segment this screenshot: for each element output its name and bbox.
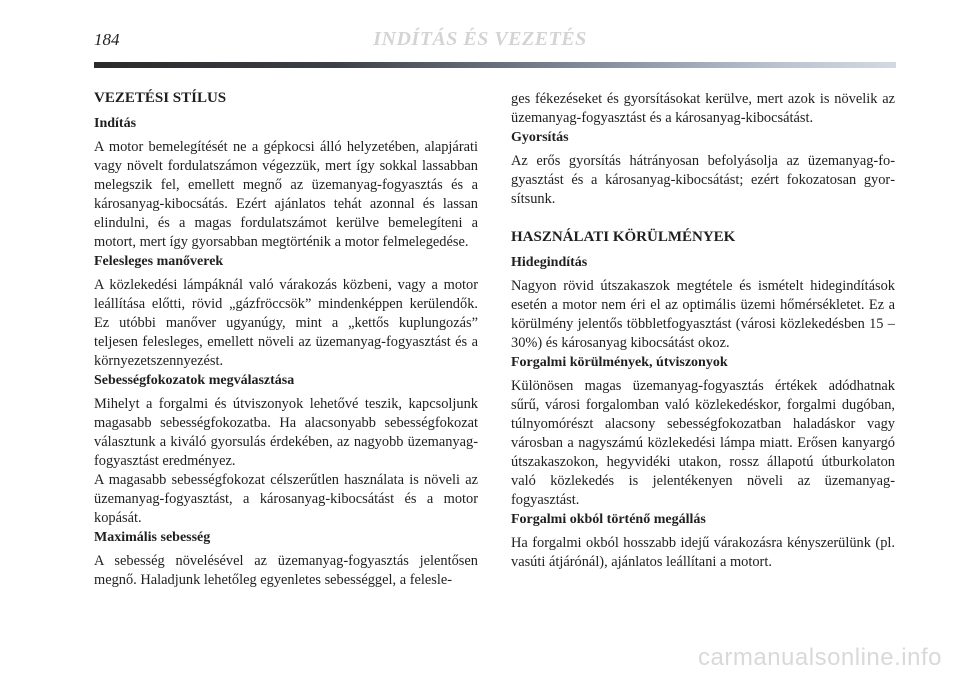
subheading-acceleration: Gyorsítás — [511, 130, 569, 145]
right-column — [511, 90, 895, 572]
paragraph-gear-selection-1: Mihelyt a forgalmi és útviszonyok lehetővé teszik, kapcsoljunk magasabb sebességfokozatba. Ha alacsonyabb sebességfokozat választunk a kiváló gyorsulás érdekében, az nagyobb üzemanyag-fogyasztást eredményez. — [94, 396, 478, 469]
paragraph-traffic-road-conditions: Különösen magas üzemanyag-fogyasztás értékek adódhatnak sűrű, városi forgalomban való közlekedéskor, forgalmi dugóban, túlnyomórészt alacsony sebességfokozatban haladáskor vagy városban a nagyszámú közlekedési lámpa miatt. Erősen kanyargó útszakaszokon, hegyvidéki utakon, rossz állapotú útburkolaton való közlekedés is jelentékenyen növeli az üzemanyag-fogyasztást. — [511, 378, 895, 508]
section-title-operating-conditions: HASZNÁLATI KÖRÜLMÉNYEK — [511, 229, 736, 245]
watermark-text: carmanualsonline.info — [698, 644, 942, 671]
subheading-unnecessary-manoeuvres: Felesleges manőverek — [94, 254, 224, 269]
paragraph-cold-start: Nagyon rövid útszakaszok megtétele és ismételt hidegindítások esetén a motor nem éri el az optimális üzemi hőmérsékletet. Ez a körülmény jelentős többletfogyasztást (városi közlekedésben 15 – 30%) és károsanyag kibocsátást okoz. — [511, 278, 895, 351]
section-spacer — [511, 209, 895, 227]
paragraph-starting: A motor bemelegítését ne a gépkocsi álló helyzetében, alapjárati vagy növelt fordulatszámon végezzük, mert így sokkal lassabban melegszik fel, emellett megnő az üzemanyag-fogyasztás és a károsanyag-kibocsátás. Ezért ajánlatos tehát azonnal és lassan elindulni, és a magas fordulatszámot kerülve bemelegíteni a motort, mert így gyorsabban megtörténik a motor felmelegedése. — [94, 139, 478, 250]
paragraph-maximum-speed-continued: ges fékezéseket és gyorsításokat kerülve, mert azok is növelik az üzemanyag-fogyasztást és a károsanyag-kibocsátást. — [511, 91, 895, 126]
paragraph-gear-selection-2: A magasabb sebességfokozat célszerűtlen használata is növeli az üzemanyag-fogyasztást, a károsanyag-kibocsátást és a motor kopását. — [94, 472, 478, 526]
header-rule — [94, 62, 896, 68]
left-column — [94, 88, 478, 590]
subheading-cold-start: Hidegindítás — [511, 255, 588, 270]
chapter-title: INDÍTÁS ÉS VEZETÉS — [373, 28, 587, 50]
page-number: 184 — [94, 30, 120, 49]
subheading-gear-selection: Sebességfokozatok megválasztása — [94, 373, 295, 388]
subheading-traffic-stops: Forgalmi okból történő megállás — [511, 512, 706, 527]
paragraph-acceleration: Az erős gyorsítás hátrányosan befolyásolja az üzemanyag-fogyasztást és a károsanyag-kibocsátást; ezért fokozatosan gyorsítsunk. — [511, 153, 895, 207]
section-title-driving-style: VEZETÉSI STÍLUS — [94, 90, 227, 106]
subheading-traffic-road-conditions: Forgalmi körülmények, útviszonyok — [511, 355, 728, 370]
subheading-starting: Indítás — [94, 116, 137, 131]
subheading-maximum-speed: Maximális sebesség — [94, 530, 211, 545]
paragraph-traffic-stops: Ha forgalmi okból hosszabb idejű várakozásra kényszerülünk (pl. vasúti átjárónál), ajánlatos leállítani a motort. — [511, 535, 895, 570]
paragraph-unnecessary-manoeuvres: A közlekedési lámpáknál való várakozás közbeni, vagy a motor leállítása előtti, rövid „gázfröccsök” mindenképpen kerülendők. Ez utóbbi manőver ugyanúgy, mint a „kettős kuplungozás” teljesen felesleges, emellett növeli az üzemanyag-fogyasztást és a környezetszennyezést. — [94, 277, 478, 369]
paragraph-maximum-speed: A sebesség növelésével az üzemanyag-fogyasztás jelentősen megnő. Haladjunk lehetőleg egyenletes sebességgel, a feleslе- — [94, 553, 478, 588]
